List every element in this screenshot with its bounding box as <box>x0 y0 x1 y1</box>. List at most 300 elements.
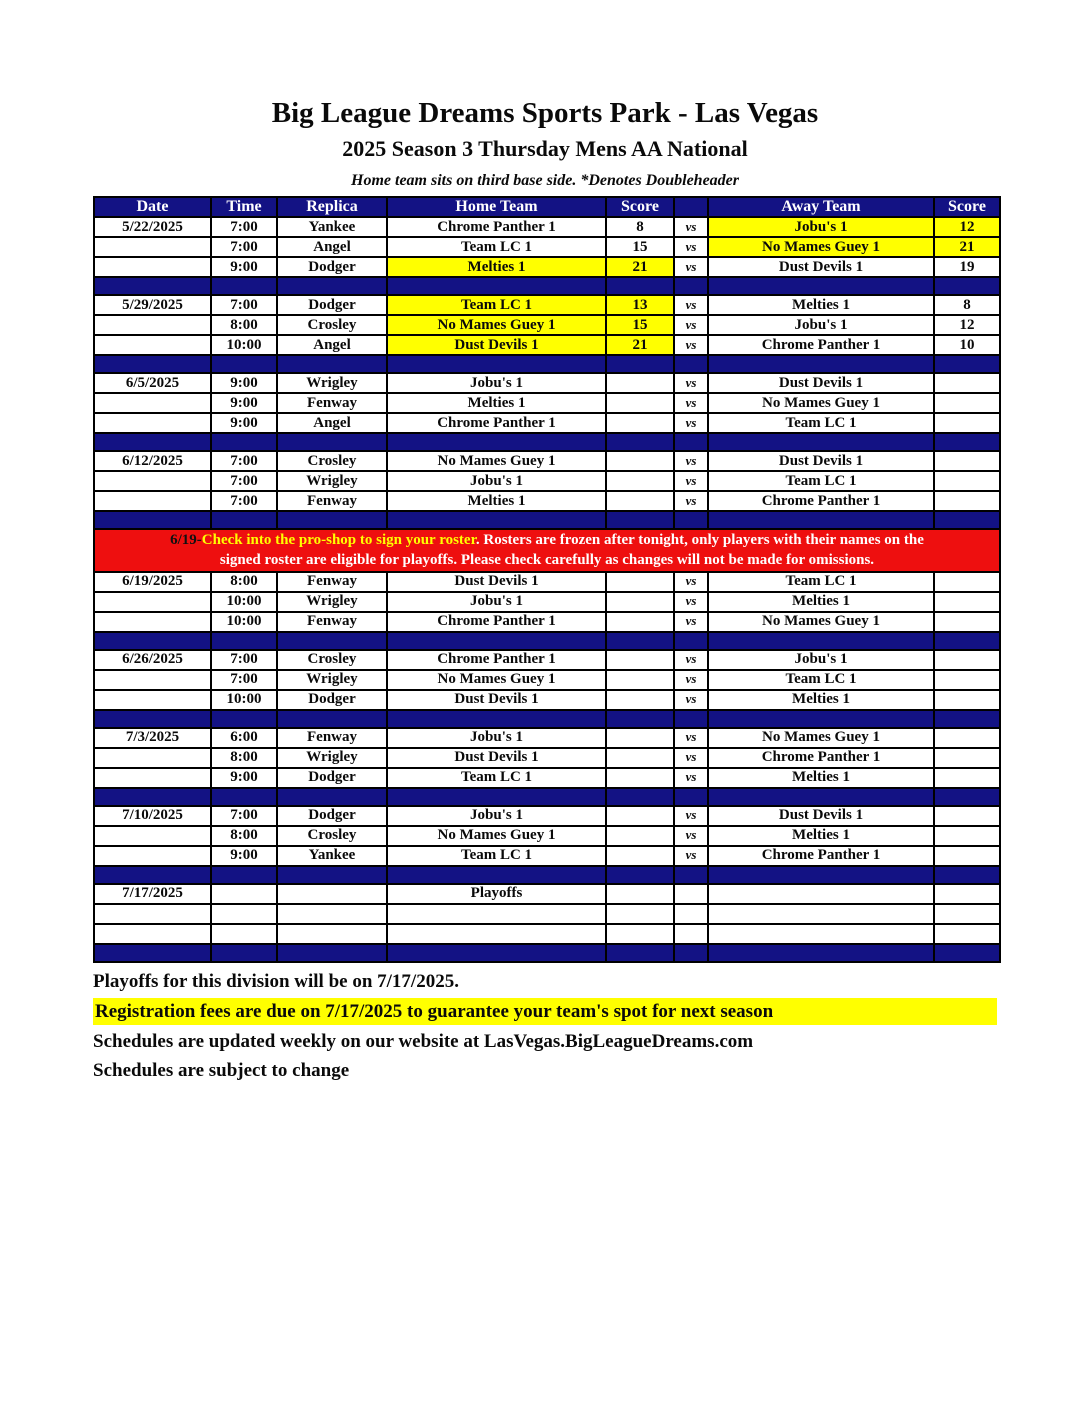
away-score-cell <box>934 373 1000 393</box>
vs-label: vs <box>674 650 708 670</box>
time-cell: 8:00 <box>211 826 277 846</box>
page-subtitle: 2025 Season 3 Thursday Mens AA National <box>342 136 748 162</box>
week-spacer-row <box>94 277 1000 295</box>
time-cell <box>211 904 277 924</box>
away-score-cell <box>934 806 1000 826</box>
vs-label: vs <box>674 748 708 768</box>
away-score-cell <box>934 768 1000 788</box>
vs-label: vs <box>674 690 708 710</box>
home-score-cell <box>606 670 674 690</box>
date-cell <box>94 335 211 355</box>
time-cell: 10:00 <box>211 690 277 710</box>
away-score-cell <box>934 846 1000 866</box>
date-cell: 5/22/2025 <box>94 217 211 237</box>
home-score-cell <box>606 924 674 944</box>
time-cell: 9:00 <box>211 768 277 788</box>
spacer-cell <box>277 944 387 962</box>
spacer-cell <box>94 433 211 451</box>
vs-label: vs <box>674 335 708 355</box>
vs-label <box>674 904 708 924</box>
spacer-cell <box>708 788 934 806</box>
home-score-cell <box>606 413 674 433</box>
page-tagline: Home team sits on third base side. *Denotes Doubleheader <box>351 171 739 189</box>
away-score-cell <box>934 904 1000 924</box>
away-score-cell <box>934 393 1000 413</box>
away-score-cell: 10 <box>934 335 1000 355</box>
home-score-cell: 15 <box>606 315 674 335</box>
away-score-cell <box>934 612 1000 632</box>
spacer-cell <box>674 788 708 806</box>
spacer-cell <box>94 944 211 962</box>
replica-cell: Wrigley <box>277 748 387 768</box>
spacer-cell <box>211 944 277 962</box>
home-score-cell <box>606 612 674 632</box>
footer-change-note: Schedules are subject to change <box>93 1059 350 1081</box>
spacer-cell <box>606 866 674 884</box>
date-cell <box>94 413 211 433</box>
spacer-cell <box>211 355 277 373</box>
away-team-cell: Team LC 1 <box>708 572 934 592</box>
home-team-cell: Dust Devils 1 <box>387 335 606 355</box>
vs-label: vs <box>674 471 708 491</box>
vs-cell <box>674 884 708 904</box>
away-team-cell: Team LC 1 <box>708 413 934 433</box>
spacer-cell <box>211 710 277 728</box>
away-team-cell: Dust Devils 1 <box>708 451 934 471</box>
vs-label: vs <box>674 237 708 257</box>
game-row <box>94 768 1000 788</box>
replica-cell: Wrigley <box>277 670 387 690</box>
vs-label: vs <box>674 295 708 315</box>
date-cell <box>94 237 211 257</box>
spacer-cell <box>387 788 606 806</box>
replica-cell <box>277 924 387 944</box>
vs-label: vs <box>674 612 708 632</box>
game-row <box>94 572 1000 592</box>
away-score-cell <box>934 592 1000 612</box>
spacer-cell <box>708 866 934 884</box>
date-cell <box>94 748 211 768</box>
replica-cell: Crosley <box>277 650 387 670</box>
spacer-cell <box>934 788 1000 806</box>
spacer-cell <box>606 788 674 806</box>
home-team-cell: No Mames Guey 1 <box>387 451 606 471</box>
vs-label: vs <box>674 491 708 511</box>
time-cell <box>211 924 277 944</box>
vs-label: vs <box>674 373 708 393</box>
date-cell: 5/29/2025 <box>94 295 211 315</box>
date-cell <box>94 612 211 632</box>
vs-label: vs <box>674 670 708 690</box>
vs-label: vs <box>674 806 708 826</box>
spacer-cell <box>934 944 1000 962</box>
away-score-cell <box>934 413 1000 433</box>
date-cell: 6/19/2025 <box>94 572 211 592</box>
date-cell <box>94 491 211 511</box>
away-team-cell: Melties 1 <box>708 690 934 710</box>
spacer-cell <box>387 355 606 373</box>
away-score-cell: 12 <box>934 217 1000 237</box>
away-team-cell <box>708 924 934 944</box>
replica-cell: Dodger <box>277 768 387 788</box>
schedule-table-body <box>94 217 1000 962</box>
replica-cell <box>277 904 387 924</box>
away-score-cell <box>934 572 1000 592</box>
empty-row <box>94 904 1000 924</box>
away-score-cell: 8 <box>934 295 1000 315</box>
spacer-cell <box>934 277 1000 295</box>
home-team-cell: Jobu's 1 <box>387 471 606 491</box>
spacer-cell <box>211 277 277 295</box>
time-cell: 10:00 <box>211 612 277 632</box>
spacer-cell <box>277 788 387 806</box>
replica-cell: Fenway <box>277 572 387 592</box>
game-row <box>94 237 1000 257</box>
game-row <box>94 826 1000 846</box>
away-team-cell: No Mames Guey 1 <box>708 728 934 748</box>
time-cell: 7:00 <box>211 237 277 257</box>
spacer-cell <box>277 866 387 884</box>
column-header-score: Score <box>606 197 674 217</box>
game-row <box>94 728 1000 748</box>
spacer-cell <box>94 710 211 728</box>
date-cell <box>94 768 211 788</box>
time-cell: 9:00 <box>211 413 277 433</box>
spacer-cell <box>606 944 674 962</box>
game-row <box>94 315 1000 335</box>
home-team-cell: Jobu's 1 <box>387 728 606 748</box>
column-header-replica: Replica <box>277 197 387 217</box>
away-score-cell <box>934 451 1000 471</box>
game-row <box>94 413 1000 433</box>
spacer-cell <box>94 788 211 806</box>
home-score-cell <box>606 650 674 670</box>
spacer-cell <box>674 511 708 529</box>
spacer-cell <box>211 866 277 884</box>
away-team-cell: Team LC 1 <box>708 471 934 491</box>
empty-row <box>94 924 1000 944</box>
away-score-cell <box>934 748 1000 768</box>
week-spacer-row <box>94 710 1000 728</box>
vs-label: vs <box>674 217 708 237</box>
home-team-cell: No Mames Guey 1 <box>387 670 606 690</box>
replica-cell: Yankee <box>277 217 387 237</box>
time-cell: 7:00 <box>211 806 277 826</box>
date-cell: 6/12/2025 <box>94 451 211 471</box>
spacer-cell <box>211 788 277 806</box>
spacer-cell <box>708 511 934 529</box>
replica-cell: Dodger <box>277 806 387 826</box>
game-row <box>94 295 1000 315</box>
game-row <box>94 393 1000 413</box>
spacer-cell <box>708 433 934 451</box>
game-row <box>94 217 1000 237</box>
spacer-cell <box>606 511 674 529</box>
date-cell <box>94 924 211 944</box>
spacer-cell <box>277 710 387 728</box>
week-spacer-row <box>94 866 1000 884</box>
home-team-cell: Chrome Panther 1 <box>387 413 606 433</box>
vs-label: vs <box>674 257 708 277</box>
spacer-cell <box>387 866 606 884</box>
page-header <box>91 98 999 189</box>
schedule-table <box>93 196 1001 963</box>
vs-label: vs <box>674 846 708 866</box>
replica-cell: Dodger <box>277 257 387 277</box>
time-cell: 9:00 <box>211 257 277 277</box>
away-team-cell: Dust Devils 1 <box>708 806 934 826</box>
replica-cell: Crosley <box>277 315 387 335</box>
away-team-cell: Jobu's 1 <box>708 315 934 335</box>
spacer-cell <box>934 632 1000 650</box>
away-team-cell: Team LC 1 <box>708 670 934 690</box>
time-cell: 8:00 <box>211 748 277 768</box>
replica-cell: Fenway <box>277 491 387 511</box>
replica-cell: Angel <box>277 237 387 257</box>
away-team-cell: Chrome Panther 1 <box>708 335 934 355</box>
time-cell: 7:00 <box>211 451 277 471</box>
game-row <box>94 612 1000 632</box>
time-cell: 10:00 <box>211 592 277 612</box>
spacer-cell <box>277 355 387 373</box>
away-score-cell <box>934 650 1000 670</box>
away-team-cell: Melties 1 <box>708 768 934 788</box>
time-cell: 8:00 <box>211 315 277 335</box>
spacer-cell <box>606 433 674 451</box>
date-cell: 7/17/2025 <box>94 884 211 904</box>
spacer-cell <box>387 277 606 295</box>
time-cell: 9:00 <box>211 393 277 413</box>
replica-cell: Fenway <box>277 728 387 748</box>
home-score-cell <box>606 806 674 826</box>
spacer-cell <box>94 355 211 373</box>
replica-cell: Wrigley <box>277 592 387 612</box>
home-score-cell <box>606 884 674 904</box>
away-team-cell: Chrome Panther 1 <box>708 748 934 768</box>
spacer-cell <box>934 511 1000 529</box>
home-score-cell <box>606 826 674 846</box>
notice-rest-text: . Rosters are frozen after tonight, only players with their names on the <box>475 532 924 549</box>
spacer-cell <box>708 944 934 962</box>
spacer-cell <box>606 277 674 295</box>
home-team-cell: Team LC 1 <box>387 237 606 257</box>
spacer-cell <box>934 355 1000 373</box>
vs-label: vs <box>674 315 708 335</box>
spacer-cell <box>708 710 934 728</box>
home-score-cell <box>606 748 674 768</box>
away-team-cell <box>708 884 934 904</box>
away-score-cell: 12 <box>934 315 1000 335</box>
home-team-cell: Jobu's 1 <box>387 592 606 612</box>
time-cell: 7:00 <box>211 471 277 491</box>
spacer-cell <box>277 511 387 529</box>
home-score-cell: 21 <box>606 335 674 355</box>
away-team-cell: No Mames Guey 1 <box>708 237 934 257</box>
replica-cell: Angel <box>277 335 387 355</box>
away-team-cell: Dust Devils 1 <box>708 257 934 277</box>
replica-cell: Fenway <box>277 393 387 413</box>
spacer-cell <box>674 277 708 295</box>
home-score-cell <box>606 728 674 748</box>
date-cell <box>94 471 211 491</box>
game-row <box>94 846 1000 866</box>
week-spacer-row <box>94 511 1000 529</box>
date-cell <box>94 592 211 612</box>
footer-registration-note: Registration fees are due on 7/17/2025 to guarantee your team's spot for next season <box>93 998 997 1025</box>
home-team-cell: No Mames Guey 1 <box>387 826 606 846</box>
notice-second-line: signed roster are eligible for playoffs. Please check carefully as changes will not be made for omissions. <box>219 552 875 569</box>
page-title: Big League Dreams Sports Park - Las Vegas <box>271 97 819 129</box>
time-cell: 7:00 <box>211 670 277 690</box>
spacer-cell <box>674 433 708 451</box>
home-team-cell: Team LC 1 <box>387 295 606 315</box>
time-cell: 9:00 <box>211 846 277 866</box>
week-spacer-row <box>94 632 1000 650</box>
away-score-cell <box>934 826 1000 846</box>
spacer-cell <box>674 944 708 962</box>
game-row <box>94 748 1000 768</box>
time-cell: 9:00 <box>211 373 277 393</box>
game-row <box>94 650 1000 670</box>
replica-cell: Wrigley <box>277 373 387 393</box>
spacer-cell <box>94 866 211 884</box>
column-header-score: Score <box>934 197 1000 217</box>
date-cell <box>94 315 211 335</box>
spacer-cell <box>387 944 606 962</box>
footer-website-note: Schedules are updated weekly on our website at LasVegas.BigLeagueDreams.com <box>93 1030 754 1052</box>
time-cell: 7:00 <box>211 491 277 511</box>
date-cell <box>94 257 211 277</box>
away-team-cell: No Mames Guey 1 <box>708 612 934 632</box>
time-cell: 6:00 <box>211 728 277 748</box>
spacer-cell <box>387 710 606 728</box>
away-score-cell <box>934 924 1000 944</box>
away-team-cell: Melties 1 <box>708 592 934 612</box>
table-header-row <box>94 197 1000 217</box>
spacer-cell <box>934 710 1000 728</box>
vs-label: vs <box>674 393 708 413</box>
home-score-cell <box>606 592 674 612</box>
replica-cell: Dodger <box>277 295 387 315</box>
away-score-cell <box>934 670 1000 690</box>
home-team-cell: Team LC 1 <box>387 768 606 788</box>
replica-cell: Dodger <box>277 690 387 710</box>
home-team-cell: No Mames Guey 1 <box>387 315 606 335</box>
replica-cell: Crosley <box>277 451 387 471</box>
home-score-cell: 21 <box>606 257 674 277</box>
game-row <box>94 471 1000 491</box>
away-team-cell: Melties 1 <box>708 826 934 846</box>
time-cell <box>211 884 277 904</box>
home-score-cell: 8 <box>606 217 674 237</box>
game-row <box>94 335 1000 355</box>
spacer-cell <box>934 433 1000 451</box>
home-team-cell: Melties 1 <box>387 491 606 511</box>
vs-label: vs <box>674 728 708 748</box>
time-cell: 10:00 <box>211 335 277 355</box>
time-cell: 7:00 <box>211 295 277 315</box>
home-score-cell <box>606 768 674 788</box>
column-header-vs <box>674 197 708 217</box>
replica-cell: Angel <box>277 413 387 433</box>
date-cell: 7/3/2025 <box>94 728 211 748</box>
spacer-cell <box>674 632 708 650</box>
away-score-cell: 19 <box>934 257 1000 277</box>
home-team-cell: Melties 1 <box>387 257 606 277</box>
home-team-cell: Jobu's 1 <box>387 806 606 826</box>
column-header-date: Date <box>94 197 211 217</box>
game-row <box>94 592 1000 612</box>
away-team-cell: Chrome Panther 1 <box>708 491 934 511</box>
away-score-cell <box>934 491 1000 511</box>
date-cell <box>94 670 211 690</box>
spacer-cell <box>277 277 387 295</box>
game-row <box>94 806 1000 826</box>
spacer-cell <box>277 632 387 650</box>
game-row <box>94 690 1000 710</box>
date-cell <box>94 690 211 710</box>
away-score-cell <box>934 690 1000 710</box>
date-cell <box>94 904 211 924</box>
away-team-cell: Dust Devils 1 <box>708 373 934 393</box>
spacer-cell <box>606 632 674 650</box>
vs-label: vs <box>674 413 708 433</box>
home-score-cell <box>606 491 674 511</box>
home-score-cell: 15 <box>606 237 674 257</box>
replica-cell <box>277 884 387 904</box>
spacer-cell <box>94 632 211 650</box>
vs-label: vs <box>674 826 708 846</box>
home-team-cell: Chrome Panther 1 <box>387 650 606 670</box>
home-team-cell: Chrome Panther 1 <box>387 612 606 632</box>
time-cell: 8:00 <box>211 572 277 592</box>
home-score-cell <box>606 904 674 924</box>
home-score-cell <box>606 572 674 592</box>
home-score-cell <box>606 690 674 710</box>
game-row <box>94 491 1000 511</box>
date-cell <box>94 846 211 866</box>
replica-cell: Wrigley <box>277 471 387 491</box>
spacer-cell <box>708 355 934 373</box>
home-score-cell <box>606 373 674 393</box>
away-team-cell: Chrome Panther 1 <box>708 846 934 866</box>
spacer-cell <box>708 632 934 650</box>
spacer-cell <box>934 866 1000 884</box>
vs-label: vs <box>674 592 708 612</box>
roster-notice-row <box>94 529 1000 572</box>
spacer-cell <box>387 433 606 451</box>
away-score-cell <box>934 884 1000 904</box>
week-spacer-row <box>94 788 1000 806</box>
spacer-cell <box>674 866 708 884</box>
spacer-cell <box>211 433 277 451</box>
spacer-cell <box>606 710 674 728</box>
home-score-cell <box>606 393 674 413</box>
home-team-cell: Team LC 1 <box>387 846 606 866</box>
home-score-cell <box>606 846 674 866</box>
away-team-cell: Jobu's 1 <box>708 650 934 670</box>
spacer-cell <box>387 632 606 650</box>
schedule-table-head <box>94 197 1000 217</box>
home-score-cell: 13 <box>606 295 674 315</box>
spacer-cell <box>674 710 708 728</box>
replica-cell: Fenway <box>277 612 387 632</box>
spacer-cell <box>606 355 674 373</box>
week-spacer-row <box>94 355 1000 373</box>
vs-label: vs <box>674 768 708 788</box>
spacer-cell <box>94 277 211 295</box>
replica-cell: Crosley <box>277 826 387 846</box>
